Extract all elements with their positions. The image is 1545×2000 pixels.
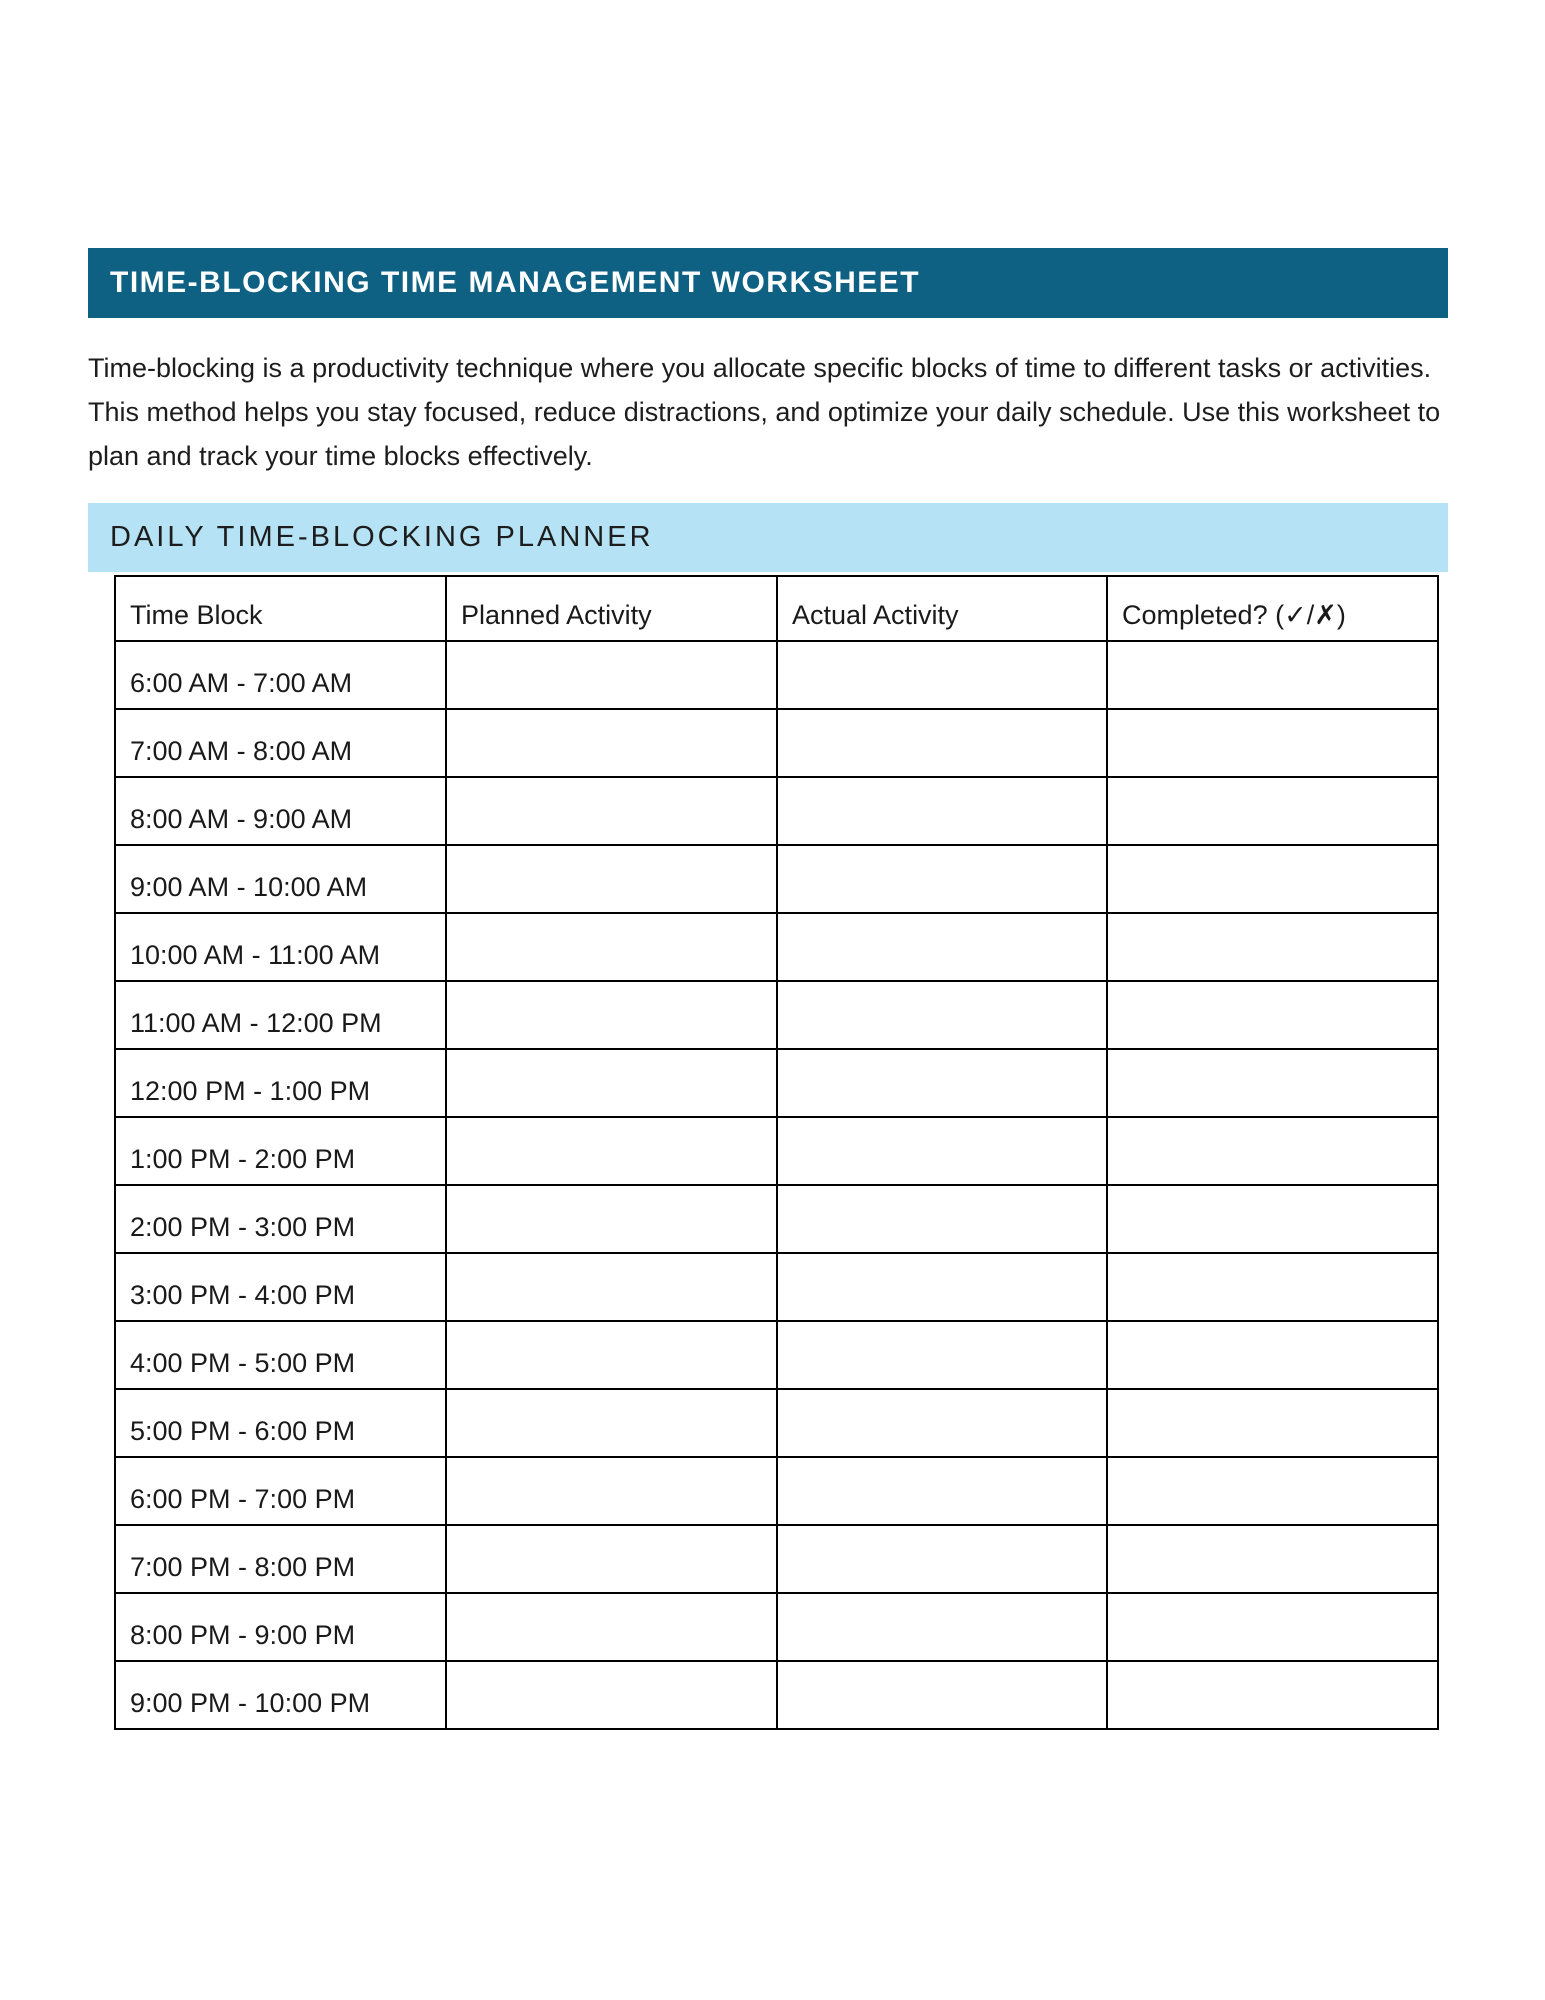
actual-activity-cell[interactable]: [777, 981, 1107, 1049]
table-row: [115, 1049, 1438, 1117]
time-block-cell: 10:00 AM - 11:00 AM: [115, 913, 446, 981]
completed-cell[interactable]: [1107, 1389, 1438, 1457]
completed-cell[interactable]: [1107, 1117, 1438, 1185]
actual-activity-cell[interactable]: [777, 845, 1107, 913]
intro-paragraph: Time-blocking is a productivity technique where you allocate specific blocks of time to different tasks or activities. This method helps you stay focused, reduce distractions, and optimize your daily schedule. Use this worksheet to plan and track your time blocks effectively.: [88, 353, 1441, 471]
planned-activity-cell[interactable]: [446, 1185, 777, 1253]
completed-cell[interactable]: [1107, 1593, 1438, 1661]
completed-cell[interactable]: [1107, 709, 1438, 777]
table-row: [115, 981, 1438, 1049]
time-block-cell: 7:00 PM - 8:00 PM: [115, 1525, 446, 1593]
planned-activity-cell[interactable]: [446, 1321, 777, 1389]
completed-cell[interactable]: [1107, 845, 1438, 913]
table-row: [115, 1525, 1438, 1593]
completed-cell[interactable]: [1107, 641, 1438, 709]
time-block-cell: 8:00 AM - 9:00 AM: [115, 777, 446, 845]
completed-cell[interactable]: [1107, 1661, 1438, 1729]
planned-activity-cell[interactable]: [446, 1049, 777, 1117]
actual-activity-cell[interactable]: [777, 1593, 1107, 1661]
table-row: [115, 1593, 1438, 1661]
planner-table: [114, 575, 1439, 1730]
table-row: [115, 845, 1438, 913]
actual-activity-cell[interactable]: [777, 1185, 1107, 1253]
completed-cell[interactable]: [1107, 1049, 1438, 1117]
planned-activity-cell[interactable]: [446, 1117, 777, 1185]
planned-activity-cell[interactable]: [446, 1389, 777, 1457]
table-row: [115, 1253, 1438, 1321]
completed-cell[interactable]: [1107, 981, 1438, 1049]
completed-cell[interactable]: [1107, 913, 1438, 981]
completed-cell[interactable]: [1107, 777, 1438, 845]
completed-cell[interactable]: [1107, 1457, 1438, 1525]
time-block-cell: 9:00 AM - 10:00 AM: [115, 845, 446, 913]
section-banner: [88, 503, 1448, 572]
planned-activity-cell[interactable]: [446, 641, 777, 709]
col-header-actual-activity: Actual Activity: [777, 576, 1107, 641]
time-block-cell: 8:00 PM - 9:00 PM: [115, 1593, 446, 1661]
planned-activity-cell[interactable]: [446, 1593, 777, 1661]
actual-activity-cell[interactable]: [777, 1049, 1107, 1117]
time-block-cell: 4:00 PM - 5:00 PM: [115, 1321, 446, 1389]
actual-activity-cell[interactable]: [777, 777, 1107, 845]
actual-activity-cell[interactable]: [777, 913, 1107, 981]
completed-cell[interactable]: [1107, 1253, 1438, 1321]
table-row: [115, 913, 1438, 981]
planned-activity-cell[interactable]: [446, 1457, 777, 1525]
title-banner: [88, 248, 1448, 318]
actual-activity-cell[interactable]: [777, 1525, 1107, 1593]
table-row: [115, 1661, 1438, 1729]
actual-activity-cell[interactable]: [777, 1389, 1107, 1457]
table-row: [115, 1389, 1438, 1457]
completed-cell[interactable]: [1107, 1321, 1438, 1389]
table-header-row: [115, 576, 1438, 641]
table-row: [115, 1185, 1438, 1253]
table-row: [115, 1321, 1438, 1389]
planned-activity-cell[interactable]: [446, 1253, 777, 1321]
actual-activity-cell[interactable]: [777, 1457, 1107, 1525]
time-block-cell: 6:00 PM - 7:00 PM: [115, 1457, 446, 1525]
planned-activity-cell[interactable]: [446, 777, 777, 845]
time-block-cell: 2:00 PM - 3:00 PM: [115, 1185, 446, 1253]
planned-activity-cell[interactable]: [446, 1525, 777, 1593]
actual-activity-cell[interactable]: [777, 641, 1107, 709]
col-header-completed: Completed? (✓/✗): [1107, 576, 1438, 641]
time-block-cell: 6:00 AM - 7:00 AM: [115, 641, 446, 709]
time-block-cell: 12:00 PM - 1:00 PM: [115, 1049, 446, 1117]
table-row: [115, 709, 1438, 777]
section-title: DAILY TIME-BLOCKING PLANNER: [110, 521, 654, 553]
planned-activity-cell[interactable]: [446, 1661, 777, 1729]
planned-activity-cell[interactable]: [446, 845, 777, 913]
time-block-cell: 7:00 AM - 8:00 AM: [115, 709, 446, 777]
table-row: [115, 641, 1438, 709]
col-header-time-block: Time Block: [115, 576, 446, 641]
actual-activity-cell[interactable]: [777, 1253, 1107, 1321]
table-row: [115, 1117, 1438, 1185]
page-title: TIME-BLOCKING TIME MANAGEMENT WORKSHEET: [110, 266, 921, 299]
time-block-cell: 9:00 PM - 10:00 PM: [115, 1661, 446, 1729]
time-block-cell: 3:00 PM - 4:00 PM: [115, 1253, 446, 1321]
table-row: [115, 1457, 1438, 1525]
completed-cell[interactable]: [1107, 1185, 1438, 1253]
table-row: [115, 777, 1438, 845]
time-block-cell: 11:00 AM - 12:00 PM: [115, 981, 446, 1049]
planned-activity-cell[interactable]: [446, 913, 777, 981]
actual-activity-cell[interactable]: [777, 709, 1107, 777]
col-header-planned-activity: Planned Activity: [446, 576, 777, 641]
planned-activity-cell[interactable]: [446, 981, 777, 1049]
time-block-cell: 1:00 PM - 2:00 PM: [115, 1117, 446, 1185]
actual-activity-cell[interactable]: [777, 1117, 1107, 1185]
actual-activity-cell[interactable]: [777, 1661, 1107, 1729]
time-block-cell: 5:00 PM - 6:00 PM: [115, 1389, 446, 1457]
completed-cell[interactable]: [1107, 1525, 1438, 1593]
planned-activity-cell[interactable]: [446, 709, 777, 777]
actual-activity-cell[interactable]: [777, 1321, 1107, 1389]
